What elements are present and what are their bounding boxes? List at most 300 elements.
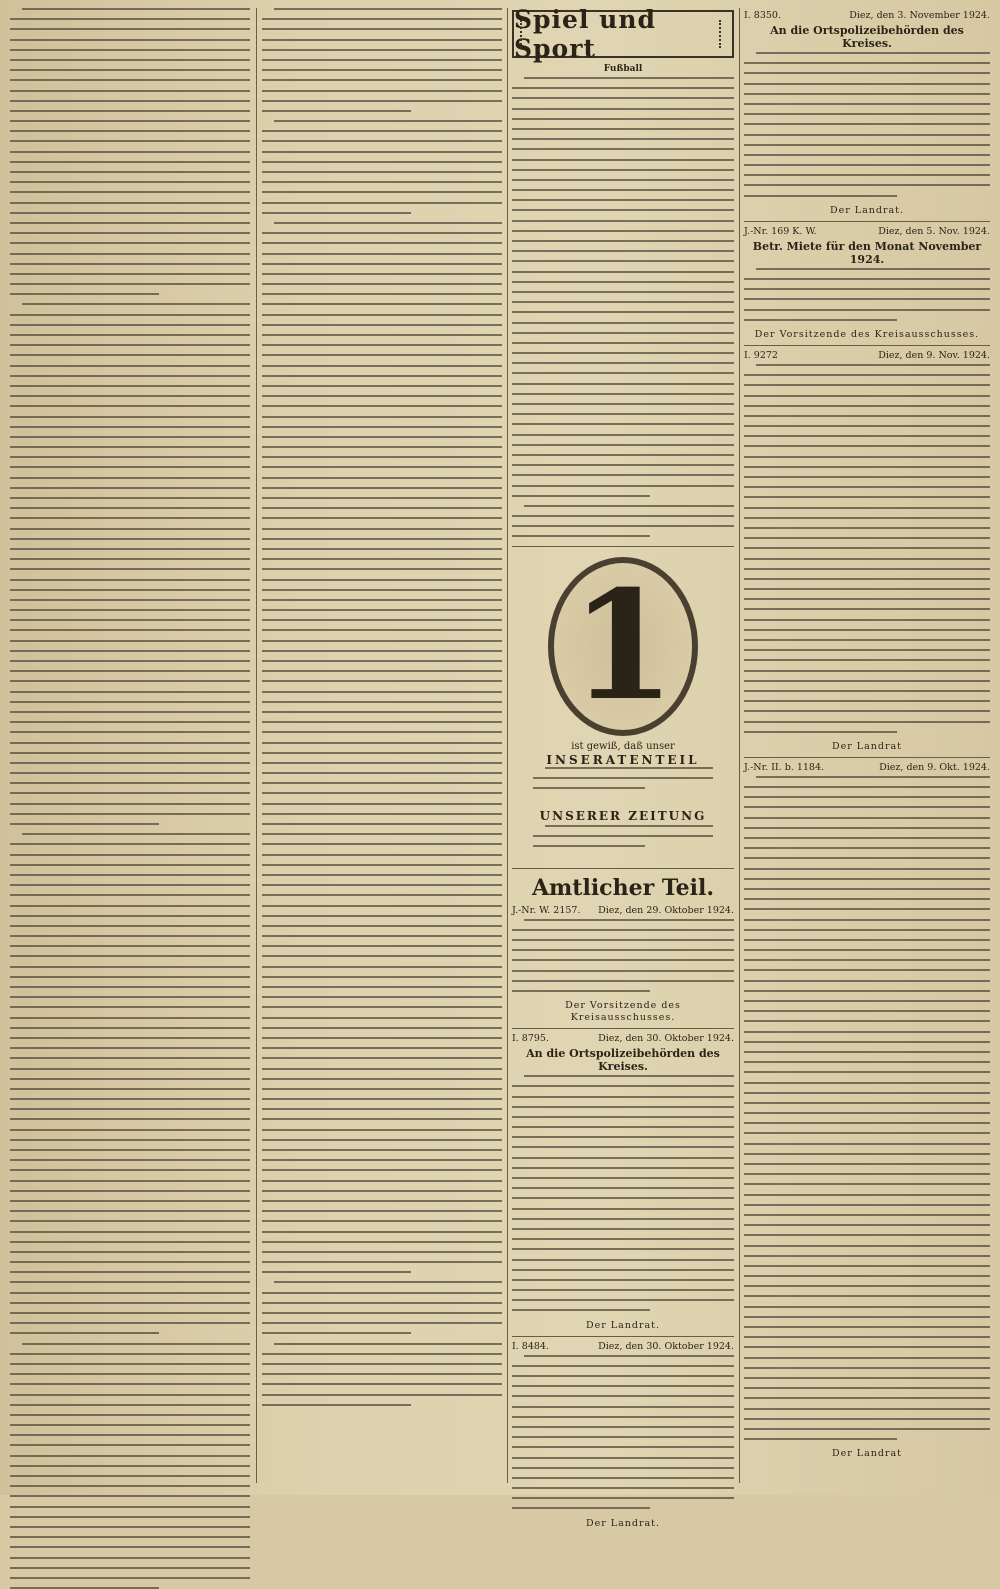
notice-signature: Der Landrat — [832, 740, 902, 752]
text-line — [524, 77, 734, 79]
text-line — [262, 212, 411, 214]
text-line — [744, 949, 990, 951]
divider — [512, 868, 734, 869]
text-line — [744, 898, 990, 900]
text-line — [262, 854, 502, 856]
text-line — [262, 314, 502, 316]
text-line — [10, 874, 250, 876]
text-line — [533, 835, 713, 837]
text-line — [744, 507, 990, 509]
text-line — [744, 164, 990, 166]
text-line — [10, 405, 250, 407]
text-line — [744, 476, 990, 478]
text-line — [10, 1261, 250, 1263]
text-line — [744, 1061, 990, 1063]
column-2 — [262, 8, 502, 1483]
text-line — [10, 324, 250, 326]
text-line — [274, 222, 502, 224]
text-line — [512, 1375, 734, 1377]
text-line — [512, 1457, 734, 1459]
text-line — [512, 1085, 734, 1087]
text-line — [512, 444, 734, 446]
notice-title: Betr. Miete für den Monat November 1924. — [752, 239, 982, 266]
text-line — [262, 833, 502, 835]
text-line — [262, 242, 502, 244]
notice-text-block — [744, 776, 990, 1440]
text-line — [744, 395, 990, 397]
text-line — [262, 1251, 502, 1253]
text-line — [10, 1220, 250, 1222]
text-line — [744, 980, 990, 982]
divider — [744, 757, 990, 758]
text-line — [10, 619, 250, 621]
text-line — [10, 293, 159, 295]
column-3 — [512, 5, 734, 1529]
text-line — [10, 28, 250, 30]
text-line — [262, 1169, 502, 1171]
notice-text-block — [512, 1075, 734, 1311]
text-line — [10, 1373, 250, 1375]
text-line — [10, 273, 250, 275]
text-line — [262, 772, 502, 774]
text-line — [262, 416, 502, 418]
text-line — [262, 1292, 502, 1294]
text-line — [262, 1353, 502, 1355]
columns — [10, 5, 990, 1529]
article-text-block — [262, 1343, 502, 1406]
text-line — [10, 945, 250, 947]
text-line — [262, 303, 502, 305]
text-line — [744, 1132, 990, 1134]
text-line — [744, 1295, 990, 1297]
notice-text-block — [512, 919, 734, 992]
text-line — [512, 1248, 734, 1250]
text-line — [512, 1279, 734, 1281]
text-line — [744, 680, 990, 682]
text-line — [545, 825, 713, 827]
text-line — [262, 344, 502, 346]
text-line — [262, 100, 502, 102]
text-line — [512, 189, 734, 191]
text-line — [10, 110, 250, 112]
notice-ref: I. 9272 — [744, 349, 778, 361]
text-line — [262, 59, 502, 61]
text-line — [262, 1261, 502, 1263]
column-4 — [744, 8, 990, 1483]
text-line — [512, 1395, 734, 1397]
text-line — [262, 1322, 502, 1324]
text-line — [262, 599, 502, 601]
text-line — [756, 776, 990, 778]
text-line — [262, 731, 502, 733]
text-line — [262, 813, 502, 815]
text-line — [744, 1255, 990, 1257]
text-line — [10, 609, 250, 611]
text-line — [262, 1383, 502, 1385]
text-line — [262, 568, 502, 570]
text-line — [262, 497, 502, 499]
text-line — [10, 253, 250, 255]
text-line — [756, 364, 990, 366]
text-line — [744, 690, 990, 692]
notice-text-block — [744, 268, 990, 321]
text-line — [545, 767, 713, 769]
notice-ref: I. 8795. — [512, 1033, 549, 1045]
text-line — [10, 1414, 250, 1416]
text-line — [10, 242, 250, 244]
text-line — [262, 609, 502, 611]
text-line — [10, 599, 250, 601]
text-line — [262, 650, 502, 652]
text-line — [262, 253, 502, 255]
text-line — [262, 660, 502, 662]
text-line — [756, 52, 990, 54]
text-line — [744, 456, 990, 458]
text-line — [10, 864, 250, 866]
text-line — [262, 905, 502, 907]
notice-signature: Der Landrat. — [585, 1517, 660, 1529]
text-line — [744, 649, 990, 651]
text-line — [262, 803, 502, 805]
text-line — [512, 434, 734, 436]
text-line — [744, 1285, 990, 1287]
text-line — [262, 456, 502, 458]
text-line — [262, 140, 502, 142]
text-line — [10, 1200, 250, 1202]
text-line — [10, 1017, 250, 1019]
text-line — [744, 710, 990, 712]
text-line — [262, 935, 502, 937]
text-line — [744, 517, 990, 519]
text-line — [262, 589, 502, 591]
notice-signature: Der Vorsitzende des Kreisausschusses. — [754, 328, 980, 340]
text-line — [10, 579, 250, 581]
divider — [744, 221, 990, 222]
text-line — [10, 507, 250, 509]
text-line — [10, 925, 250, 927]
notice-ref: J.-Nr. 169 K. W. — [744, 225, 817, 237]
text-line — [262, 517, 502, 519]
text-line — [744, 939, 990, 941]
text-line — [512, 108, 734, 110]
text-line — [10, 212, 250, 214]
text-line — [22, 8, 250, 10]
text-line — [744, 929, 990, 931]
text-line — [10, 100, 250, 102]
notice-date: Diez, den 9. Okt. 1924. — [879, 761, 990, 773]
text-line — [262, 1057, 502, 1059]
text-line — [10, 915, 250, 917]
text-line — [262, 629, 502, 631]
text-line — [744, 1397, 990, 1399]
text-line — [262, 752, 502, 754]
text-line — [744, 908, 990, 910]
text-line — [744, 1428, 990, 1430]
notice-ref: I. 8350. — [744, 10, 781, 21]
text-line — [744, 1224, 990, 1226]
text-line — [10, 1281, 250, 1283]
text-line — [10, 762, 250, 764]
text-line — [744, 588, 990, 590]
text-line — [744, 1041, 990, 1043]
text-line — [512, 1228, 734, 1230]
text-line — [10, 1068, 250, 1070]
text-line — [10, 1210, 250, 1212]
text-line — [274, 1281, 502, 1283]
text-line — [512, 260, 734, 262]
text-line — [262, 884, 502, 886]
text-line — [262, 477, 502, 479]
text-line — [744, 384, 990, 386]
sport-section-header — [512, 5, 734, 63]
text-line — [744, 558, 990, 560]
text-line — [512, 929, 734, 931]
text-line — [512, 342, 734, 344]
text-line — [262, 955, 502, 957]
text-line — [262, 90, 502, 92]
text-line — [10, 222, 250, 224]
text-line — [512, 1157, 734, 1159]
text-line — [10, 1475, 250, 1477]
text-line — [512, 372, 734, 374]
text-line — [10, 1149, 250, 1151]
text-line — [744, 288, 990, 290]
text-line — [512, 423, 734, 425]
text-line — [262, 864, 502, 866]
text-line — [10, 772, 250, 774]
text-line — [262, 130, 502, 132]
text-line — [512, 1406, 734, 1408]
text-line — [10, 1271, 250, 1273]
text-line — [10, 1404, 250, 1406]
text-line — [744, 1163, 990, 1165]
text-line — [262, 986, 502, 988]
text-line — [10, 1526, 250, 1528]
text-line — [744, 1275, 990, 1277]
article-text-block — [262, 120, 502, 214]
text-line — [10, 365, 250, 367]
text-line — [262, 721, 502, 723]
text-line — [512, 980, 734, 982]
text-line — [262, 49, 502, 51]
text-line — [10, 39, 250, 41]
ad-text-block — [533, 767, 713, 798]
text-line — [262, 202, 502, 204]
text-line — [262, 680, 502, 682]
text-line — [10, 1088, 250, 1090]
text-line — [22, 303, 250, 305]
text-line — [744, 959, 990, 961]
text-line — [262, 1404, 411, 1406]
text-line — [744, 1245, 990, 1247]
text-line — [744, 1346, 990, 1348]
text-line — [744, 796, 990, 798]
text-line — [512, 1446, 734, 1448]
ad-zeitung: UNSERER ZEITUNG — [539, 809, 707, 824]
text-line — [512, 301, 734, 303]
text-line — [512, 383, 734, 385]
text-line — [10, 1159, 250, 1161]
text-line — [262, 1241, 502, 1243]
text-line — [262, 283, 502, 285]
text-line — [10, 701, 250, 703]
text-line — [10, 1485, 250, 1487]
text-line — [744, 578, 990, 580]
text-line — [262, 507, 502, 509]
text-line — [512, 1187, 734, 1189]
text-line — [744, 817, 990, 819]
text-line — [10, 456, 250, 458]
text-line — [262, 1200, 502, 1202]
text-line — [262, 334, 502, 336]
text-line — [10, 1516, 250, 1518]
text-line — [262, 1231, 502, 1233]
amtlicher-teil-heading: Amtlicher Teil. — [531, 874, 715, 901]
text-line — [10, 1006, 250, 1008]
article-text-block — [512, 505, 734, 538]
ad-numeral: 1 — [570, 558, 676, 735]
text-line — [512, 485, 734, 487]
text-line — [262, 843, 502, 845]
text-line — [10, 528, 250, 530]
text-line — [524, 919, 734, 921]
text-line — [512, 199, 734, 201]
text-line — [262, 782, 502, 784]
text-line — [512, 322, 734, 324]
text-line — [262, 1159, 502, 1161]
text-line — [10, 395, 250, 397]
text-line — [512, 1177, 734, 1179]
ad-oval-frame — [548, 557, 698, 736]
text-line — [744, 878, 990, 880]
text-line — [262, 171, 502, 173]
text-line — [262, 446, 502, 448]
text-line — [512, 1416, 734, 1418]
text-line — [10, 1322, 250, 1324]
text-line — [262, 945, 502, 947]
text-line — [512, 271, 734, 273]
text-line — [744, 847, 990, 849]
text-line — [10, 1231, 250, 1233]
text-line — [512, 1096, 734, 1098]
article-text-block — [262, 1281, 502, 1334]
text-line — [512, 939, 734, 941]
text-line — [744, 154, 990, 156]
text-line — [744, 1214, 990, 1216]
notice-date: Diez, den 3. November 1924. — [849, 10, 990, 21]
text-line — [10, 935, 250, 937]
text-line — [744, 486, 990, 488]
text-line — [512, 281, 734, 283]
text-line — [10, 497, 250, 499]
text-line — [10, 354, 250, 356]
text-line — [10, 1506, 250, 1508]
text-line — [10, 1383, 250, 1385]
notice-date: Diez, den 30. Oktober 1924. — [598, 1033, 734, 1045]
notice-date: Diez, den 30. Oktober 1924. — [598, 1340, 734, 1352]
text-line — [10, 69, 250, 71]
text-line — [512, 1146, 734, 1148]
text-line — [262, 670, 502, 672]
text-line — [10, 803, 250, 805]
article-text-block — [262, 8, 502, 112]
notice-text-block — [744, 364, 990, 733]
ad-inseratenteil: INSERATENTEIL — [546, 752, 700, 767]
notice-signature: Der Vorsitzende des Kreisausschusses. — [565, 1000, 681, 1024]
text-line — [512, 250, 734, 252]
text-line — [262, 1129, 502, 1131]
text-line — [744, 405, 990, 407]
text-line — [10, 742, 250, 744]
text-line — [512, 1116, 734, 1118]
text-line — [744, 1204, 990, 1206]
text-line — [262, 1108, 502, 1110]
text-line — [10, 517, 250, 519]
text-line — [10, 721, 250, 723]
text-line — [10, 487, 250, 489]
text-line — [744, 1438, 897, 1440]
text-line — [10, 792, 250, 794]
text-line — [10, 711, 250, 713]
text-line — [10, 568, 250, 570]
text-line — [512, 1365, 734, 1367]
text-line — [10, 650, 250, 652]
text-line — [744, 103, 990, 105]
text-line — [744, 670, 990, 672]
text-line — [744, 123, 990, 125]
text-line — [512, 169, 734, 171]
text-line — [10, 1129, 250, 1131]
text-line — [512, 118, 734, 120]
text-line — [512, 1136, 734, 1138]
notice-text-block — [744, 52, 990, 197]
text-line — [744, 1102, 990, 1104]
text-line — [10, 1241, 250, 1243]
text-line — [10, 1312, 250, 1314]
text-line — [262, 619, 502, 621]
text-line — [744, 425, 990, 427]
text-line — [10, 905, 250, 907]
text-line — [10, 202, 250, 204]
text-line — [262, 701, 502, 703]
text-line — [10, 1434, 250, 1436]
text-line — [744, 174, 990, 176]
text-line — [262, 395, 502, 397]
text-line — [10, 1078, 250, 1080]
text-line — [744, 629, 990, 631]
text-line — [262, 79, 502, 81]
text-line — [744, 1326, 990, 1328]
text-line — [744, 888, 990, 890]
text-line — [274, 120, 502, 122]
text-line — [262, 324, 502, 326]
text-line — [262, 1302, 502, 1304]
text-line — [512, 291, 734, 293]
text-line — [744, 1143, 990, 1145]
text-line — [744, 547, 990, 549]
text-line — [10, 1037, 250, 1039]
text-line — [744, 1153, 990, 1155]
ad-caption: ist gewiß, daß unser — [571, 740, 675, 752]
text-line — [744, 700, 990, 702]
text-line — [262, 1118, 502, 1120]
text-line — [744, 195, 897, 197]
text-line — [262, 263, 502, 265]
text-line — [262, 823, 502, 825]
text-line — [262, 548, 502, 550]
text-line — [10, 691, 250, 693]
divider — [512, 1336, 734, 1337]
